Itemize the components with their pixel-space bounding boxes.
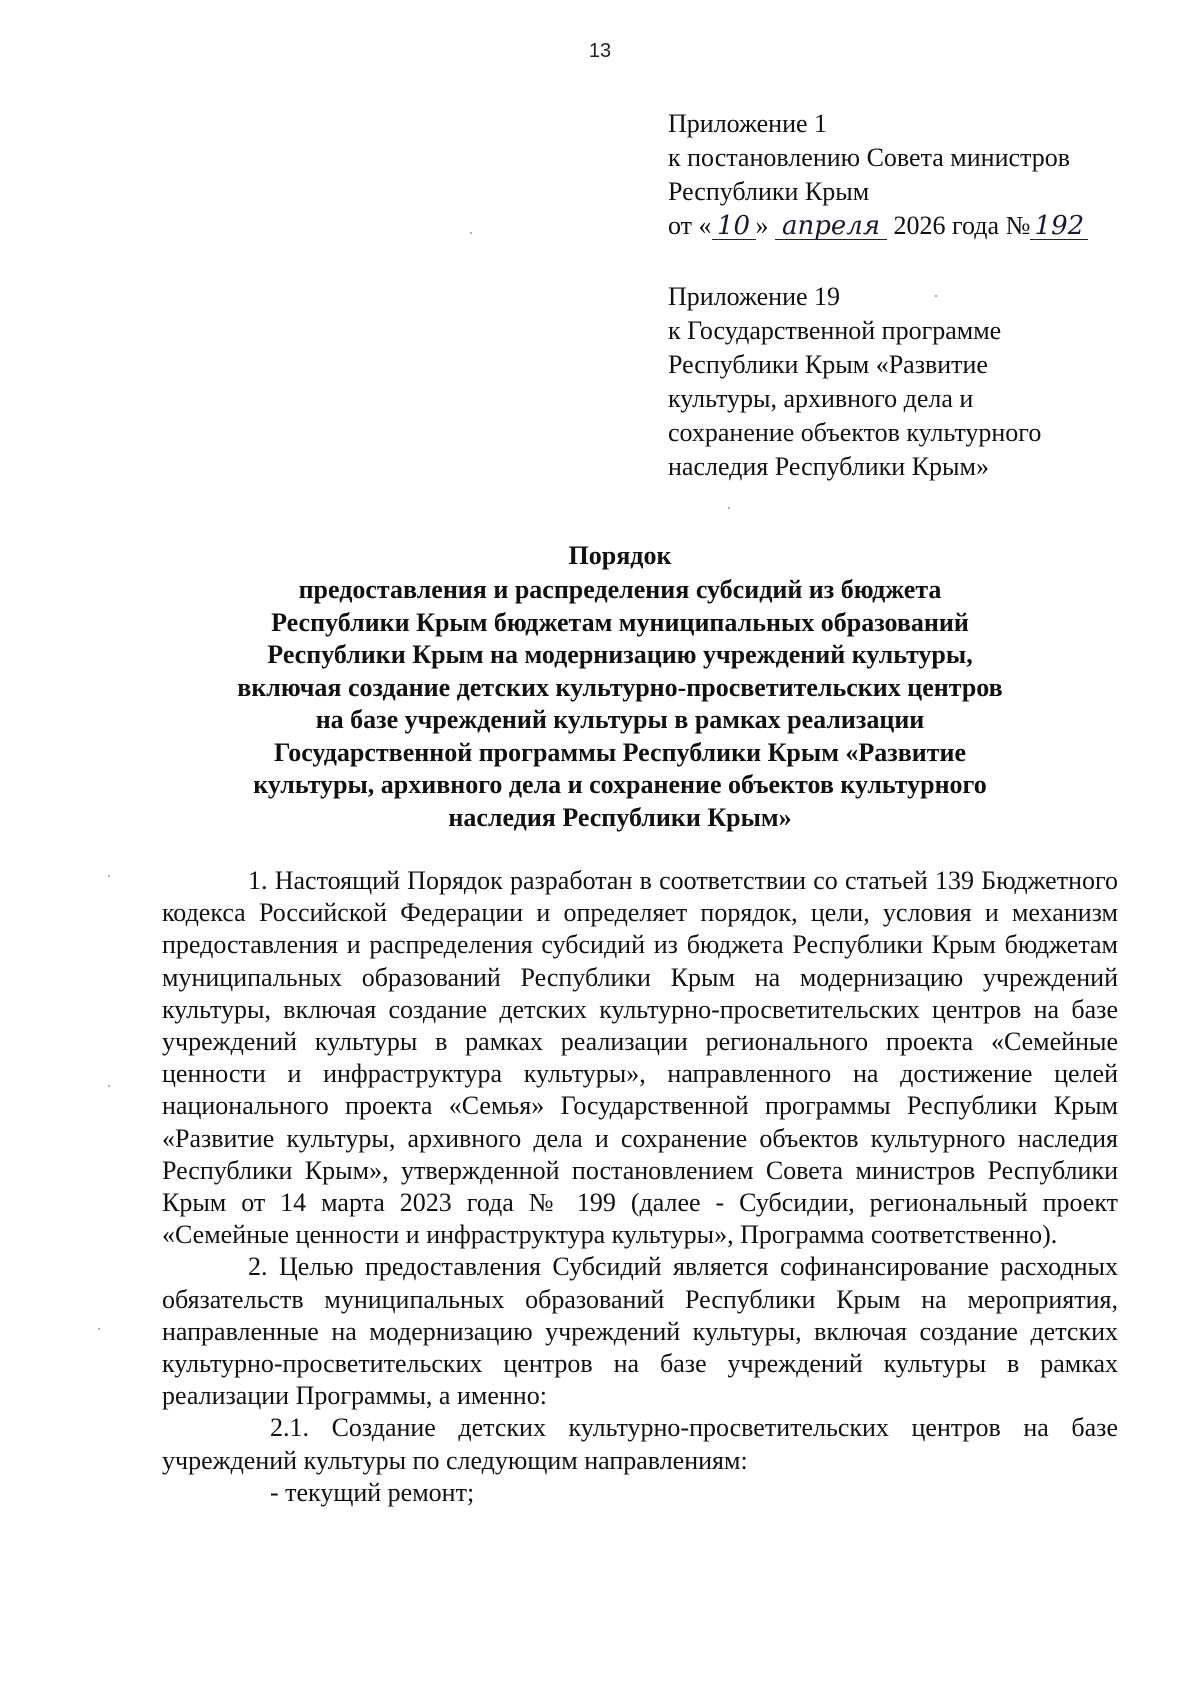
title-line: включая создание детских культурно-просветительских центров [237,672,1003,702]
title-line: Республики Крым на модернизацию учреждений культуры, [267,640,973,669]
appendix-19-line: наследия Республики Крым» [668,452,989,481]
appendix-19-line: Республики Крым «Развитие [668,350,988,379]
list-item: - текущий ремонт; [270,1477,475,1507]
handwritten-day: 10 [712,213,756,240]
appendix-19-line: Приложение 19 [668,282,841,311]
scan-speck [470,232,472,234]
scan-speck [108,875,110,877]
appendix-1-line: Республики Крым [668,177,870,206]
scan-speck [728,507,730,509]
appendix-1-line: Приложение 1 [668,109,828,138]
appendix-1-header [668,107,1148,243]
paragraph-2-1: 2.1. Создание детских культурно-просветительских центров на базе учреждений культуры по следующим направлениям: [162,1413,1118,1475]
title-heading: Порядок [568,541,672,570]
appendix-1-line: к постановлению Совета министров [668,143,1070,172]
scan-speck [108,1085,110,1087]
document-title [160,540,1080,834]
appendix-1-date-line [668,209,1148,243]
paragraph-1: 1. Настоящий Порядок разработан в соответствии со статьей 139 Бюджетного кодекса Российской Федерации и определяет порядок, цели, условия и механизм предоставления и распределения субсидий из бюджета Республики Крым бюджетам муниципальных образований Республики Крым на модернизацию учреждений культуры, включая создание детских культурно-просветительских центров на базе учреждений культуры в рамках реализации регионального проекта «Семейные ценности и инфраструктура культуры», направленного на достижение целей национального проекта «Семья» Государственной программы Республики Крым «Развитие культуры, архивного дела и сохранение объектов культурного наследия Республики Крым», утвержденной постановлением Совета министров Республики Крым от 14 марта 2023 года № 199 (далее - Субсидии, региональный проект «Семейные ценности и инфраструктура культуры», Программа соответственно). [162,866,1118,1250]
title-line: Государственной программы Республики Крым «Развитие [273,737,967,767]
date-prefix: от « [668,211,712,240]
handwritten-month: апреля [775,213,887,240]
document-body [162,865,1118,1509]
scan-speck [98,1328,100,1330]
title-line: наследия Республики Крым» [448,802,792,832]
appendix-19-line: культуры, архивного дела и [668,384,974,413]
page-number: 13 [588,40,612,62]
scan-speck [935,295,937,297]
appendix-19-line: к Государственной программе [668,316,1002,345]
paragraph-2: 2. Целью предоставления Субсидий является софинансирование расходных обязательств муниципальных образований Республики Крым на мероприятия, направленные на модернизацию учреждений культуры, включая создание детских культурно-просветительских центров на базе учреждений культуры в рамках реализации Программы, а именно: [162,1252,1118,1411]
title-line: культуры, архивного дела и сохранение объектов культурного [253,770,987,799]
handwritten-number: 192 [1030,213,1088,240]
year-text: 2026 года № [893,211,1031,240]
title-line: предоставления и распределения субсидий из бюджета [298,575,942,604]
date-mid: » [755,211,769,240]
title-line: Республики Крым бюджетам муниципальных образований [271,607,969,637]
appendix-19-line: сохранение объектов культурного [668,418,1042,447]
title-line: на базе учреждений культуры в рамках реализации [315,705,925,734]
appendix-19-header [668,280,1148,484]
